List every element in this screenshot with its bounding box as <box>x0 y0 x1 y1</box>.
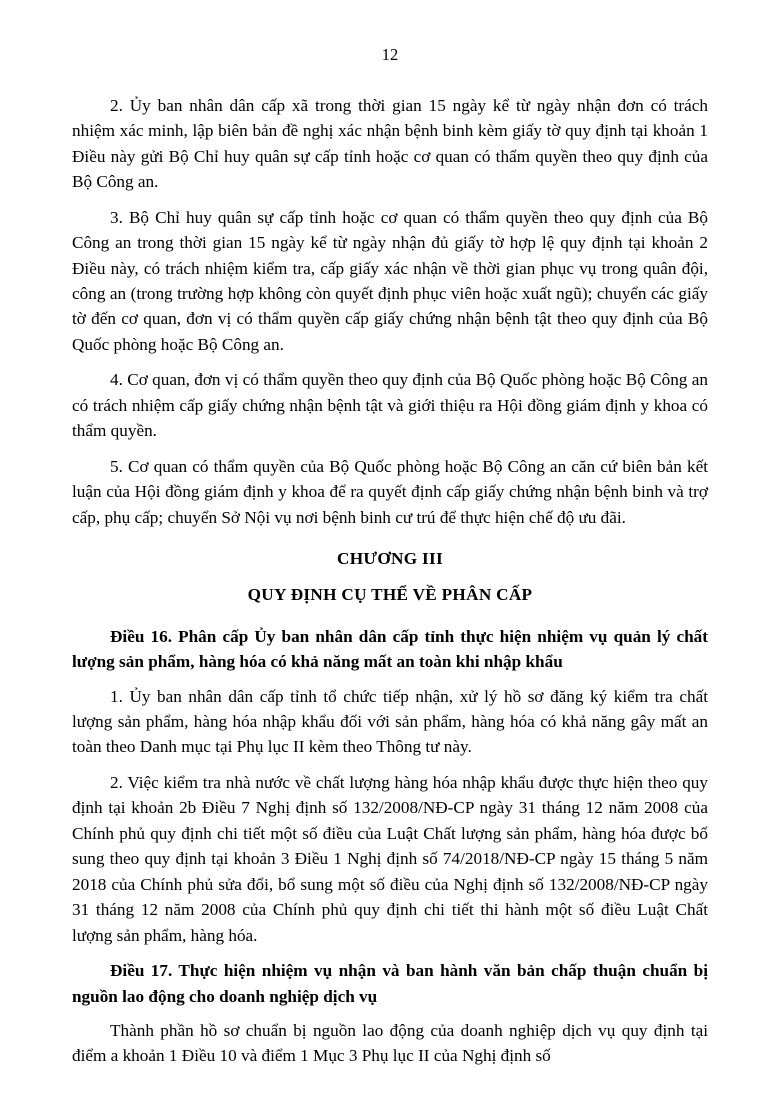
article-17-paragraph-1: Thành phần hồ sơ chuẩn bị nguồn lao động của doanh nghiệp dịch vụ quy định tại điểm a khoản 1 Điều 10 và điểm 1 Mục 3 Phụ lục II của Nghị định số <box>72 1020 708 1066</box>
article-16-paragraph-2: 2. Việc kiểm tra nhà nước về chất lượng hàng hóa nhập khẩu được thực hiện theo quy định tại khoản 2b Điều 7 Nghị định số 132/2008/NĐ-CP ngày 31 tháng 12 năm 2008 của Chính phủ quy định chi tiết một số điều của Luật Chất lượng sản phẩm, hàng hóa được bổ sung theo quy định tại khoản 3 Điều 1 Nghị định số 74/2018/NĐ-CP ngày 15 tháng 5 năm 2018 của Chính phủ sửa đổi, bổ sung một số điều của Nghị định số 132/2008/NĐ-CP ngày 31 tháng 12 năm 2008 của Chính phủ quy định chi tiết thi hành một số điều Luật Chất lượng sản phẩm, hàng hóa. <box>72 772 708 945</box>
chapter-title: CHƯƠNG III <box>337 549 443 569</box>
article-17-heading: Điều 17. Thực hiện nhiệm vụ nhận và ban hành văn bản chấp thuận chuẩn bị nguồn lao động cho doanh nghiệp dịch vụ <box>72 961 708 1006</box>
paragraph-3: 3. Bộ Chỉ huy quân sự cấp tỉnh hoặc cơ quan có thẩm quyền theo quy định của Bộ Công an trong thời gian 15 ngày kể từ ngày nhận đủ giấy tờ hợp lệ quy định tại khoản 2 Điều này, có trách nhiệm kiểm tra, cấp giấy xác nhận về thời gian phục vụ trong quân đội, công an (trong trường hợp không còn quyết định phục viên hoặc xuất ngũ); chuyển các giấy tờ đến cơ quan, đơn vị có thẩm quyền cấp giấy chứng nhận bệnh tật theo quy định của Bộ Quốc phòng hoặc Bộ Công an. <box>72 207 708 354</box>
article-16 <box>72 624 708 948</box>
article-17 <box>72 958 708 1069</box>
paragraph-5: 5. Cơ quan có thẩm quyền của Bộ Quốc phòng hoặc Bộ Công an căn cứ biên bản kết luận của Hội đồng giám định y khoa để ra quyết định cấp giấy chứng nhận bệnh binh và trợ cấp, phụ cấp; chuyển Sở Nội vụ nơi bệnh binh cư trú để thực hiện chế độ ưu đãi. <box>72 456 708 527</box>
paragraph-2: 2. Ủy ban nhân dân cấp xã trong thời gian 15 ngày kể từ ngày nhận đơn có trách nhiệm xác minh, lập biên bản đề nghị xác nhận bệnh binh kèm giấy tờ quy định tại khoản 1 Điều này gửi Bộ Chỉ huy quân sự cấp tỉnh hoặc cơ quan có thẩm quyền theo quy định của Bộ Công an. <box>72 95 708 192</box>
article-16-heading: Điều 16. Phân cấp Ủy ban nhân dân cấp tỉnh thực hiện nhiệm vụ quản lý chất lượng sản phẩm, hàng hóa có khả năng mất an toàn khi nhập khẩu <box>72 626 708 672</box>
chapter-subtitle: QUY ĐỊNH CỤ THỂ VỀ PHÂN CẤP <box>247 584 533 604</box>
article-16-paragraph-1: 1. Ủy ban nhân dân cấp tỉnh tổ chức tiếp nhận, xử lý hồ sơ đăng ký kiểm tra chất lượng sản phẩm, hàng hóa nhập khẩu đối với sản phẩm, hàng hóa có khả năng gây mất an toàn theo Danh mục tại Phụ lục II kèm theo Thông tư này. <box>72 686 708 757</box>
paragraph-4: 4. Cơ quan, đơn vị có thẩm quyền theo quy định của Bộ Quốc phòng hoặc Bộ Công an có trách nhiệm cấp giấy chứng nhận bệnh tật và giới thiệu ra Hội đồng giám định y khoa có thẩm quyền. <box>72 370 708 441</box>
page-number: 12 <box>381 45 399 64</box>
